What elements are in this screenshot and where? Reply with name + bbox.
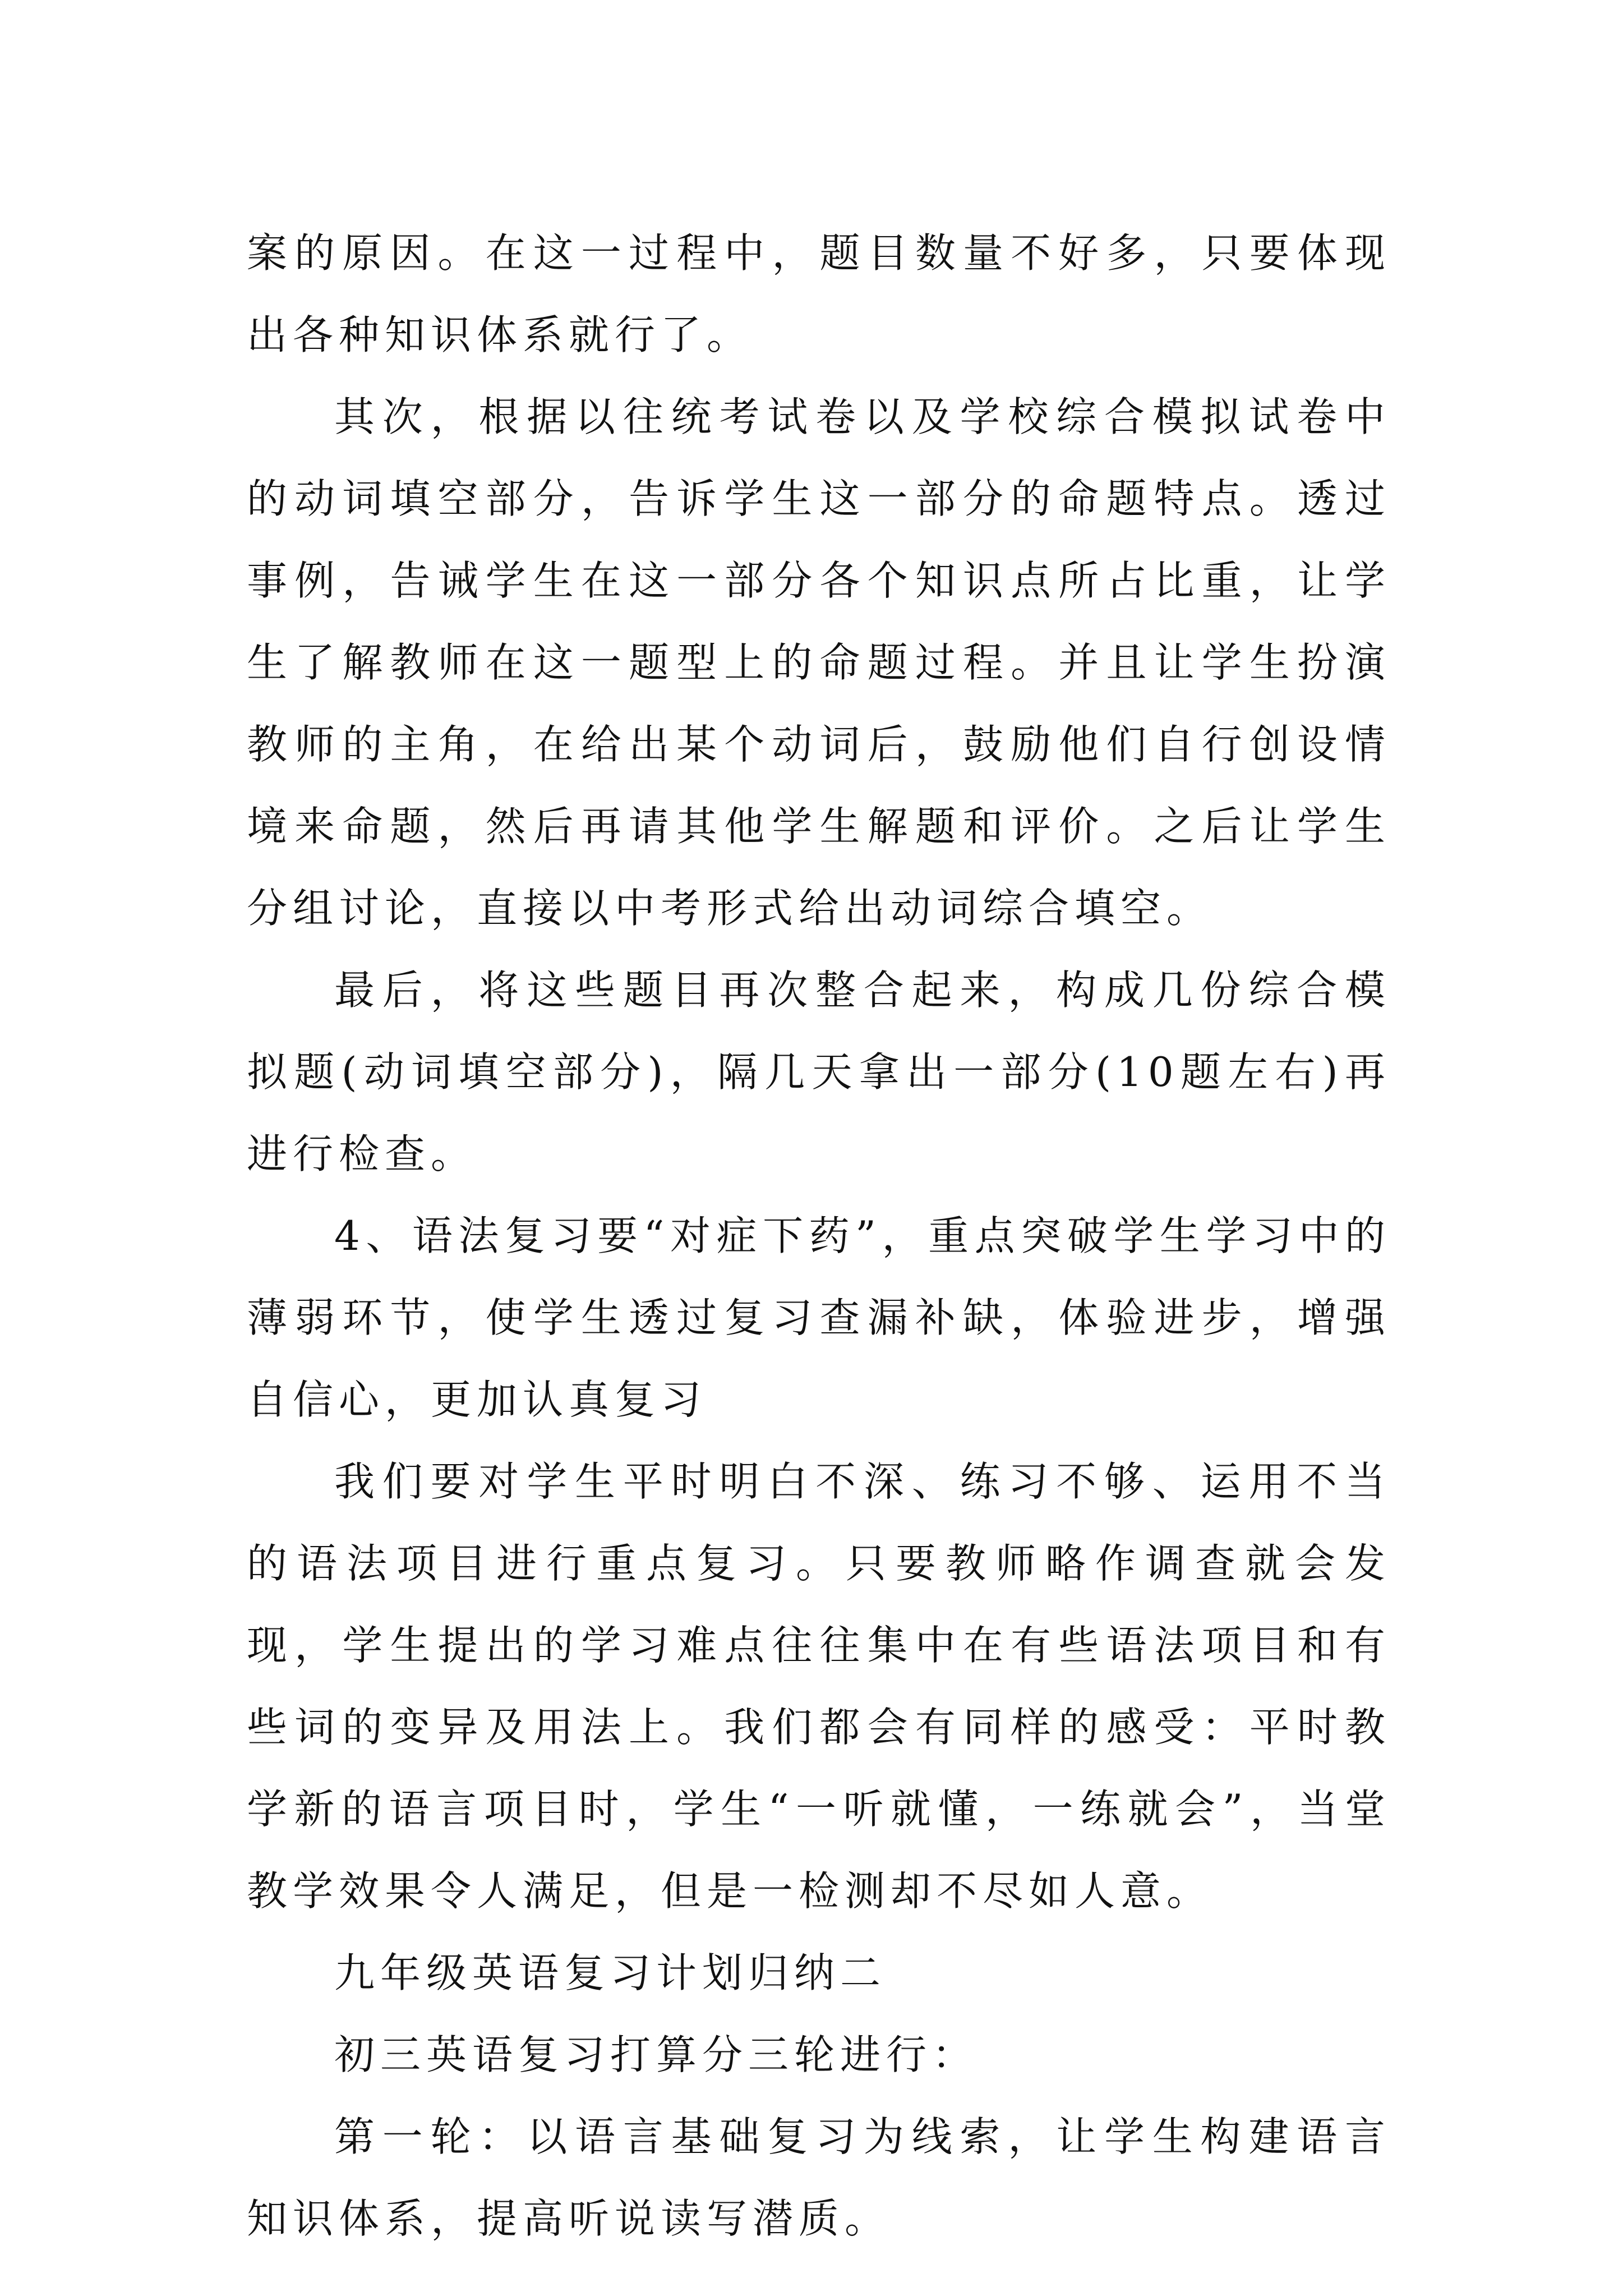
paragraph-grammar-review: 4、语法复习要“对症下药”，重点突破学生学习中的薄弱环节，使学生透过复习查漏补缺，体验进步，增强自信心，更加认真复习 <box>247 1212 1391 1423</box>
paragraph-key-points: 我们要对学生平时明白不深、练习不够、运用不当的语法项目进行重点复习。只要教师略作调查就会发现，学生提出的学习难点往往集中在有些语法项目和有些词的变异及用法上。我们都会有同样的感受：平时教学新的语言项目时，学生“一听就懂，一练就会”，当堂教学效果令人满足，但是一检测却不尽如人意。 <box>247 1458 1391 1915</box>
document-body <box>247 212 1391 2260</box>
paragraph-exam-analysis: 其次，根据以往统考试卷以及学校综合模拟试卷中的动词填空部分，告诉学生这一部分的命题特点。透过事例，告诫学生在这一部分各个知识点所占比重，让学生了解教师在这一题型上的命题过程。并且让学生扮演教师的主角，在给出某个动词后，鼓励他们自行创设情境来命题，然后再请其他学生解题和评价。之后让学生分组讨论，直接以中考形式给出动词综合填空。 <box>247 393 1391 932</box>
paragraph-first-round: 第一轮：以语言基础复习为线索，让学生构建语言知识体系，提高听说读写潜质。 <box>247 2113 1391 2242</box>
paragraph-continuation: 案的原因。在这一过程中，题目数量不好多，只要体现出各种知识体系就行了。 <box>247 229 1391 358</box>
paragraph-final-integration: 最后，将这些题目再次整合起来，构成几份综合模拟题(动词填空部分)，隔几天拿出一部分(10题左右)再进行检查。 <box>247 967 1391 1177</box>
section-intro: 初三英语复习打算分三轮进行： <box>334 2031 979 2078</box>
section-heading: 九年级英语复习计划归纳二 <box>334 1949 887 1996</box>
